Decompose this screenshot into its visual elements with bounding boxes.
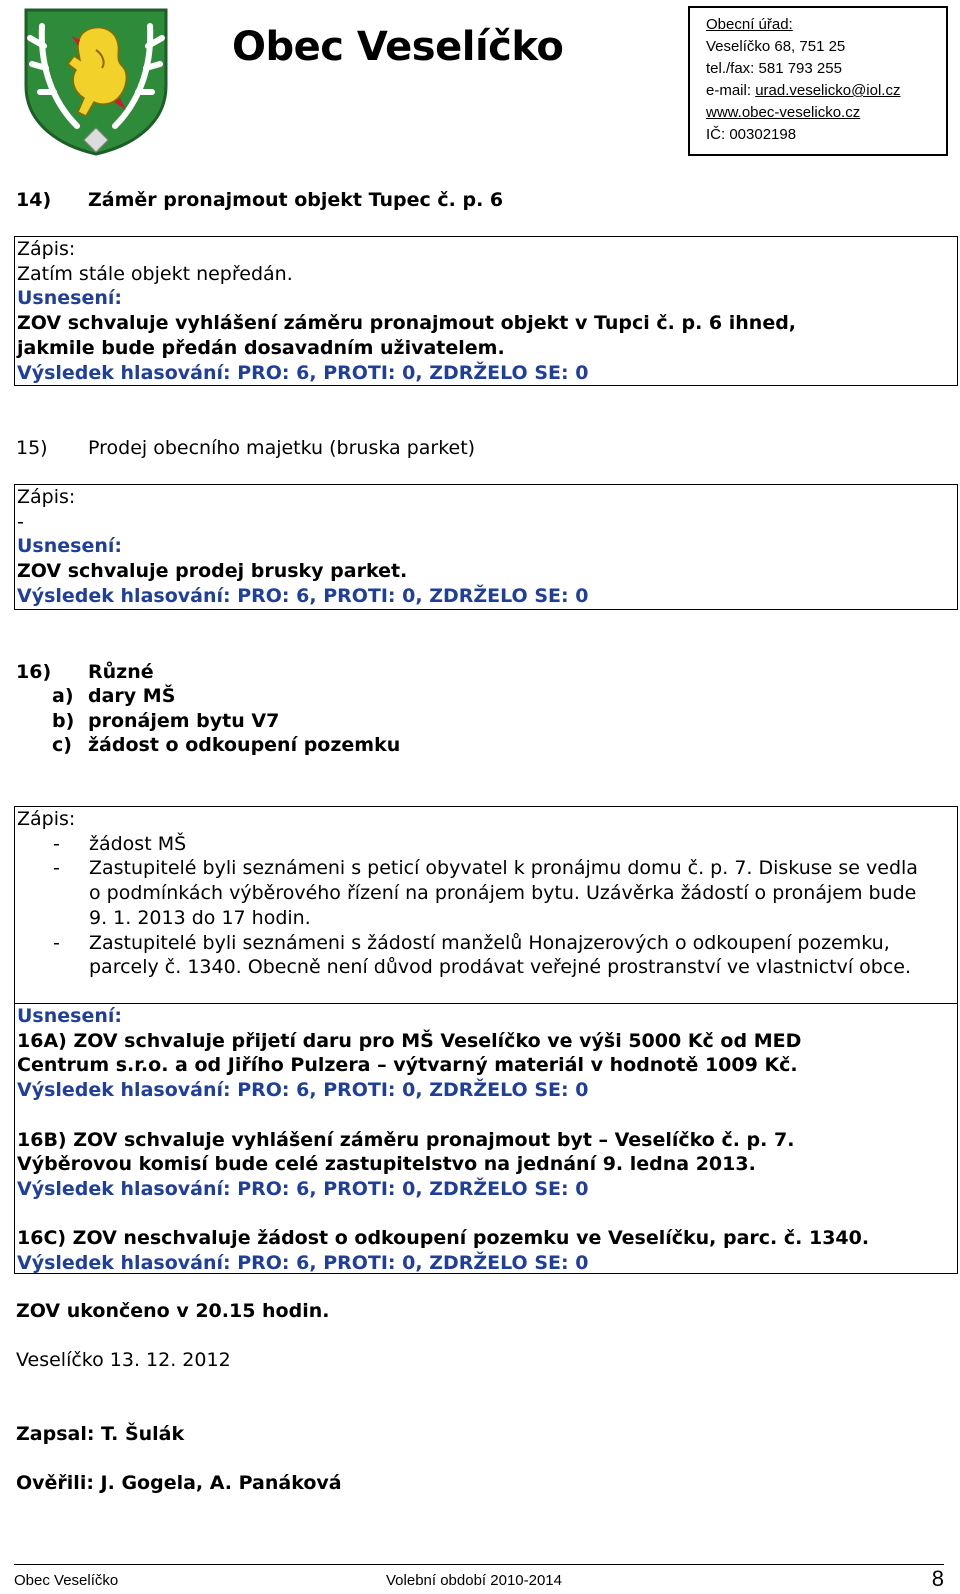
usneseni-label: Usnesení: [17, 1005, 122, 1027]
zapis-label: Zápis: [17, 808, 76, 830]
resolution-16a-line-1: 16A) ZOV schvaluje přijetí daru pro MŠ Veselíčko ve výši 5000 Kč od MED [17, 1029, 802, 1052]
list-item: - Zastupitelé byli seznámeni s žádostí manželů Honajzerových o odkoupení pozemku, parcely č. 1340. Obecně není důvod prodávat veřejné prostranství ve vlastnictví obce. [53, 931, 912, 979]
resolution-line-1: ZOV schvaluje vyhlášení záměru pronajmout objekt v Tupci č. p. 6 ihned, [17, 312, 797, 335]
letterhead [0, 0, 960, 170]
section-14-box [14, 236, 958, 386]
resolution-line: ZOV schvaluje prodej brusky parket. [17, 560, 408, 583]
resolution-16b-line-2: Výběrovou komisí bude celé zastupitelstvo na jednání 9. ledna 2013. [17, 1153, 756, 1176]
recorded-by: Zapsal: T. Šulák [16, 1423, 185, 1445]
office-contact-box [688, 6, 948, 156]
footer-left: Obec Veselíčko [14, 1572, 119, 1589]
vote-result: Výsledek hlasování: PRO: 6, PROTI: 0, ZDRŽELO SE: 0 [17, 361, 589, 384]
office-label: Obecní úřad: [706, 16, 793, 33]
office-email-line [706, 80, 946, 102]
resolution-16a-line-2: Centrum s.r.o. a od Jiřího Pulzera – výtvarný materiál v hodnotě 1009 Kč. [17, 1054, 798, 1077]
list-item: a) dary MŠ [52, 685, 176, 707]
section-number: 14) [16, 189, 52, 211]
vote-result-16c: Výsledek hlasování: PRO: 6, PROTI: 0, ZDRŽELO SE: 0 [17, 1252, 589, 1274]
page-footer [14, 1568, 944, 1594]
office-ic: IČ: 00302198 [706, 126, 797, 143]
coat-of-arms-icon [22, 6, 170, 156]
usneseni-label: Usnesení: [17, 535, 122, 558]
zapis-label: Zápis: [17, 486, 76, 508]
verified-by: Ověřili: J. Gogela, A. Panáková [16, 1472, 342, 1494]
section-16-zapis-box [14, 806, 958, 1004]
meeting-end: ZOV ukončeno v 20.15 hodin. [16, 1300, 330, 1322]
list-item: b) pronájem bytu V7 [52, 709, 280, 732]
resolution-16b-line-1: 16B) ZOV schvaluje vyhlášení záměru pronajmout byt – Veselíčko č. p. 7. [17, 1128, 795, 1151]
vote-result-16a: Výsledek hlasování: PRO: 6, PROTI: 0, ZDRŽELO SE: 0 [17, 1079, 589, 1102]
email-link[interactable]: urad.veselicko@iol.cz [755, 82, 901, 99]
usneseni-label: Usnesení: [17, 287, 122, 310]
list-item: - Zastupitelé byli seznámeni s peticí obyvatel k pronájmu domu č. p. 7. Diskuse se vedla o podmínkách výběrového řízení na pronájem bytu. Uzávěrka žádostí o pronájem bude 9. 1. 2013 do 17 hodin. [53, 857, 918, 929]
section-16-resolution-box [14, 1003, 958, 1274]
zapis-label: Zápis: [17, 238, 76, 260]
section-16-items [16, 684, 400, 758]
resolution-16c: 16C) ZOV neschvaluje žádost o odkoupení pozemku ve Veselíčku, parc. č. 1340. [17, 1227, 870, 1250]
place-date: Veselíčko 13. 12. 2012 [16, 1349, 231, 1371]
zapis-text: Zatím stále objekt nepředán. [17, 262, 293, 285]
zapis-text: - [17, 510, 24, 533]
email-prefix: e-mail: [706, 82, 756, 99]
vote-result-16b: Výsledek hlasování: PRO: 6, PROTI: 0, ZDRŽELO SE: 0 [17, 1177, 589, 1200]
section-15-heading [16, 436, 475, 461]
website-link[interactable]: www.obec-veselicko.cz [706, 104, 861, 121]
footer-term: Volební období 2010-2014 [386, 1572, 562, 1589]
list-item: - žádost MŠ [53, 832, 187, 855]
municipality-title: Obec Veselíčko [232, 24, 564, 70]
section-16-heading [16, 660, 154, 685]
section-15-box [14, 484, 958, 610]
office-phone: tel./fax: 581 793 255 [706, 60, 842, 77]
resolution-line-2: jakmile bude předán dosavadním uživatelem. [17, 336, 505, 359]
vote-result: Výsledek hlasování: PRO: 6, PROTI: 0, ZDRŽELO SE: 0 [17, 584, 589, 607]
page-number: 8 [931, 1566, 944, 1591]
section-14-heading [16, 188, 503, 213]
section-title: Různé [88, 661, 154, 683]
section-number: 16) [16, 661, 52, 683]
office-address: Veselíčko 68, 751 25 [706, 38, 846, 55]
footer-divider [14, 1564, 944, 1565]
section-number: 15) [16, 437, 48, 459]
section-title: Záměr pronajmout objekt Tupec č. p. 6 [88, 189, 504, 211]
section-title: Prodej obecního majetku (bruska parket) [88, 437, 476, 459]
list-item: c) žádost o odkoupení pozemku [52, 734, 401, 757]
